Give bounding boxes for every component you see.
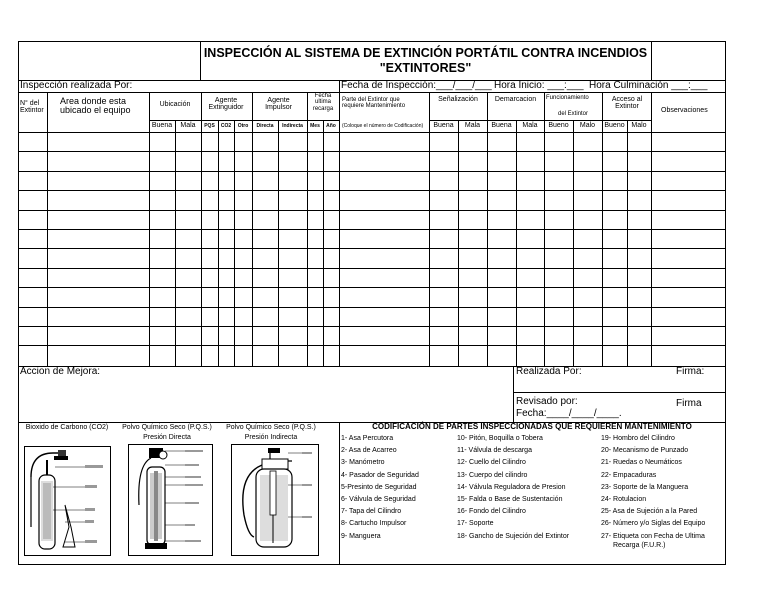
diagram-1-title: Bioxido de Carbono (CO2) xyxy=(25,424,109,431)
codificacion-item: 5-Presinto de Seguridad xyxy=(341,484,417,491)
table-row-line xyxy=(19,210,725,211)
col-agente-impulsor: Agente Impulsor xyxy=(265,97,292,112)
sub-func-malo: Malo xyxy=(579,122,596,129)
diagram-2-title: Polvo Químico Seco (P.Q.S.) Presión Directa xyxy=(122,424,212,442)
codificacion-item: 27- Etiqueta con Fecha de Ultima xyxy=(601,533,705,540)
col-fecha-recarga: Fecha ultima recarga xyxy=(312,93,334,112)
col-acceso: Acceso al Extintor xyxy=(611,96,643,111)
codificacion-item: 18- Gancho de Sujeción del Extintor xyxy=(457,533,570,540)
title-line-2: "EXTINTORES" xyxy=(379,61,472,75)
codificacion-item: 7- Tapa del Cilindro xyxy=(341,508,402,515)
diagram-3-title: Polvo Químico Seco (P.Q.S.) Presión Indirecta xyxy=(226,424,316,442)
sub-mes: Mes xyxy=(310,123,320,129)
codificacion-item: 20- Mecanismo de Punzado xyxy=(601,447,689,454)
inspeccion-realizada-por-label: Inspección realizada Por: xyxy=(20,80,133,91)
sub-senal-buena: Buena xyxy=(433,122,454,129)
col-senalizacion: Señalización xyxy=(438,96,478,103)
co2-extinguisher-illustration xyxy=(24,446,111,556)
codificacion-item: 9- Manguera xyxy=(341,533,381,540)
col-observaciones: Observaciones xyxy=(661,107,708,114)
sub-func-bueno: Bueno xyxy=(548,122,569,129)
sub-directa: Directa xyxy=(256,123,274,129)
codificacion-item: 6- Válvula de Seguridad xyxy=(341,496,416,503)
title-line-1: INSPECCIÓN AL SISTEMA DE EXTINCIÓN PORTÁTIL CONTRA INCENDIOS xyxy=(203,46,648,60)
table-row-line xyxy=(19,307,725,308)
table-row-line xyxy=(19,151,725,152)
col-parte-mantenimiento: Parte del Extintor que requiere Mantenimiento xyxy=(342,97,406,110)
sub-demarc-buena: Buena xyxy=(491,122,512,129)
accion-mejora-label: Accion de Mejora: xyxy=(20,366,101,377)
sub-senal-mala: Mala xyxy=(464,122,481,129)
sub-acceso-bueno: Bueno xyxy=(604,122,625,129)
sub-indirecta: Indirecta xyxy=(282,123,303,129)
col-funcionamiento-2: del Extintor xyxy=(557,111,588,117)
sub-demarc-mala: Mala xyxy=(522,122,538,129)
col-num-extintor: N° del Extintor xyxy=(20,100,44,115)
sub-ubicacion-buena: Buena xyxy=(151,122,173,129)
table-row-line xyxy=(19,268,725,269)
codificacion-title: CODIFICACIÓN DE PARTES INSPECCIONADAS QUE REQUIEREN MANTENIMIENTO xyxy=(372,422,692,431)
codificacion-item: 21- Ruedas o Neumáticos xyxy=(601,459,682,466)
sub-co2: CO2 xyxy=(220,123,232,129)
codificacion-item: 10- Pitón, Boquilla o Tobera xyxy=(457,435,543,442)
codificacion-item: 16- Fondo del Cilindro xyxy=(457,508,526,515)
codificacion-item: 26- Número y/o Siglas del Equipo xyxy=(601,520,706,527)
sub-acceso-malo: Malo xyxy=(631,122,647,129)
codificacion-item: 2- Asa de Acarreo xyxy=(341,447,397,454)
codificacion-item: Recarga (F.U.R.) xyxy=(613,542,666,549)
hora-culminacion-field[interactable]: Hora Culminación ___:___ xyxy=(589,80,708,91)
codificacion-item: 15- Falda o Base de Sustentación xyxy=(457,496,563,503)
col-area: Area donde esta ubicado el equipo xyxy=(60,96,131,116)
col-demarcacion: Demarcacion xyxy=(494,96,537,103)
form-title xyxy=(200,46,651,76)
codificacion-item: 3- Manómetro xyxy=(341,459,385,466)
codificacion-item: 12- Cuello del Cilindro xyxy=(457,459,526,466)
codificacion-item: 11- Válvula de descarga xyxy=(457,447,532,454)
codificacion-item: 4- Pasador de Seguridad xyxy=(341,472,419,479)
table-row-line xyxy=(19,229,725,230)
col-funcionamiento: Funcionamiento xyxy=(546,95,589,101)
sub-codificacion-note: (Coloque el número de Codificación) xyxy=(342,123,424,129)
sub-pqs: PQS xyxy=(204,123,215,129)
sub-ano: Año xyxy=(326,123,336,129)
fecha-revision-field[interactable]: Fecha:____/____/____. xyxy=(516,408,622,419)
codificacion-item: 23- Soporte de la Manguera xyxy=(601,484,689,491)
table-row-line xyxy=(19,287,725,288)
codificacion-item: 13- Cuerpo del cilindro xyxy=(457,472,528,479)
codificacion-item: 24- Rotulacion xyxy=(601,496,647,503)
codificacion-item: 19- Hombro del Cilindro xyxy=(601,435,675,442)
codificacion-item: 22- Empacaduras xyxy=(601,472,657,479)
codificacion-item: 8- Cartucho Impulsor xyxy=(341,520,407,527)
codificacion-item: 14- Válvula Reguladora de Presion xyxy=(457,484,566,491)
col-agente-extinguidor: Agente Extinguidor xyxy=(208,97,244,112)
table-row-line xyxy=(19,190,725,191)
inspection-form xyxy=(18,41,726,565)
codificacion-item: 17- Soporte xyxy=(457,520,494,527)
sub-otro: Otro xyxy=(237,123,249,129)
revisado-por-label: Revisado por: xyxy=(516,396,578,407)
codificacion-item: 1- Asa Percutora xyxy=(341,435,394,442)
realizada-por-label: Realizada Por: xyxy=(516,366,582,377)
firma-1-label: Firma: xyxy=(676,366,705,377)
pqs-indirect-illustration xyxy=(231,444,319,556)
sub-ubicacion-mala: Mala xyxy=(180,122,196,129)
col-ubicacion: Ubicación xyxy=(159,101,191,108)
table-row-line xyxy=(19,248,725,249)
codificacion-item: 25- Asa de Sujeción a la Pared xyxy=(601,508,698,515)
table-row-line xyxy=(19,345,725,346)
pqs-direct-illustration xyxy=(128,444,213,556)
table-row-line xyxy=(19,171,725,172)
table-row-line xyxy=(19,326,725,327)
fecha-inspeccion-field[interactable]: Fecha de Inspección:___/___/___ xyxy=(341,80,492,91)
firma-2-label: Firma xyxy=(676,398,702,409)
hora-inicio-field[interactable]: Hora Inicio: ___:___ xyxy=(494,80,584,91)
